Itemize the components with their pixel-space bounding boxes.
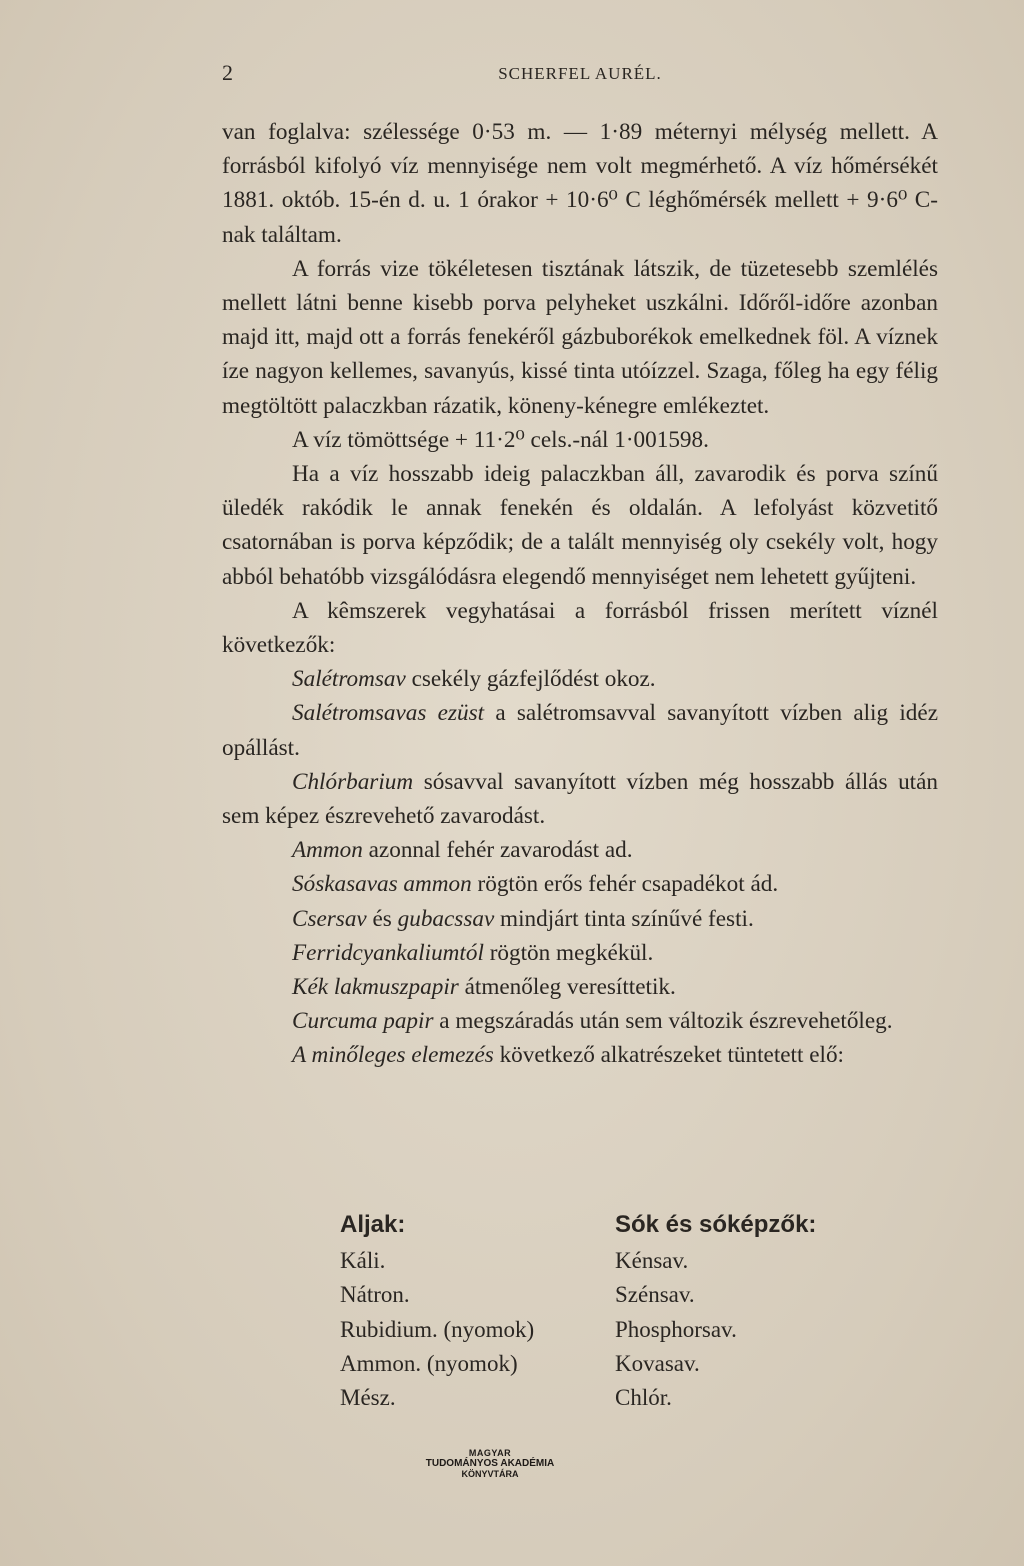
list-item: Szénsav. (615, 1282, 695, 1308)
reagent-line: Sóskasavas ammon rögtön erős fehér csapadékot ád. (292, 871, 779, 898)
library-stamp (420, 1448, 560, 1479)
reagent-line: Ammon azonnal fehér zavarodást ad. (292, 837, 633, 864)
list-item: Mész. (340, 1385, 396, 1411)
stamp-line: MAGYAR (468, 1448, 512, 1458)
paragraph: van foglalva: szélessége 0·53 m. — 1·89 méternyi mélység mellett. A forrásból kifolyó víz mennyisége nem volt megmérhető. A víz hőmérsékét 1881. októb. 15-én d. u. 1 órakor + 10·6⁰ C léghőmérsék mellett + 9·6⁰ C-nak találtam. (222, 119, 938, 248)
paragraph: Ha a víz hosszabb ideig palaczkban áll, zavarodik és porva színű üledék rakódik le annak fenekén és oldalán. A lefolyást közvetitő csatornában is porva képződik; de a talált mennyiség oly csekély volt, hogy abból behatóbb vizsgálódásra elegendő mennyiséget nem lehetett gyűjteni. (222, 461, 938, 590)
acids-heading: Sók és sóképzők: (615, 1211, 817, 1238)
bases-column (340, 1208, 534, 1415)
body-text (222, 115, 938, 1073)
page-number: 2 (222, 60, 233, 85)
reagent-line: Kék lakmuszpapir átmenőleg veresíttetik. (292, 974, 676, 1001)
reagent-line: Csersav és gubacssav mindjárt tinta színűvé festi. (292, 905, 754, 932)
reagent-line: Ferridcyankaliumtól rögtön megkékül. (292, 939, 654, 966)
acids-column (615, 1208, 816, 1415)
list-item: Ammon. (nyomok) (340, 1350, 518, 1376)
analysis-intro: A minőleges elemezés következő alkatrészeket tüntetett elő: (292, 1042, 845, 1069)
list-item: Rubidium. (nyomok) (340, 1316, 535, 1342)
bases-heading: Aljak: (340, 1211, 406, 1238)
reagent-line: Salétromsavas ezüst a salétromsavval savanyított vízben alig idéz opállást. (222, 700, 938, 761)
paragraph: A kêmszerek vegyhatásai a forrásból frissen merített víznél következők: (222, 597, 938, 659)
list-item: Káli. (340, 1248, 386, 1274)
paragraph: A víz tömöttsége + 11·2⁰ cels.-nál 1·001598. (292, 426, 709, 453)
reagent-line: Curcuma papir a megszáradás után sem változik észrevehetőleg. (292, 1008, 893, 1035)
list-item: Kénsav. (615, 1248, 689, 1274)
page-header (222, 60, 938, 90)
list-item: Nátron. (340, 1282, 410, 1308)
list-item: Phosphorsav. (615, 1316, 737, 1342)
reagent-line: Chlórbarium sósavval savanyított vízben még hosszabb állás után sem képez észrevehető zavarodást. (222, 768, 938, 830)
stamp-line: TUDOMÁNYOS AKADÉMIA (425, 1458, 555, 1469)
stamp-line: KÖNYVTÁRA (461, 1469, 519, 1479)
reagent-line: Salétromsav csekély gázfejlődést okoz. (292, 666, 656, 693)
list-item: Kovasav. (615, 1350, 700, 1376)
list-item: Chlór. (615, 1385, 672, 1411)
running-head: SCHERFEL AURÉL. (498, 64, 662, 83)
paragraph: A forrás vize tökéletesen tisztának látszik, de tüzetesebb szemlélés mellett látni benne kisebb porva pelyheket uszkálni. Időről-időre azonban majd itt, majd ott a forrás fenekéről gázbuborékok emelkednek föl. A víznek íze nagyon kellemes, savanyús, kissé tinta utóízzel. Szaga, főleg ha egy félig megtöltött palaczkban rázatik, köneny-kénegre emlékeztet. (222, 255, 938, 419)
